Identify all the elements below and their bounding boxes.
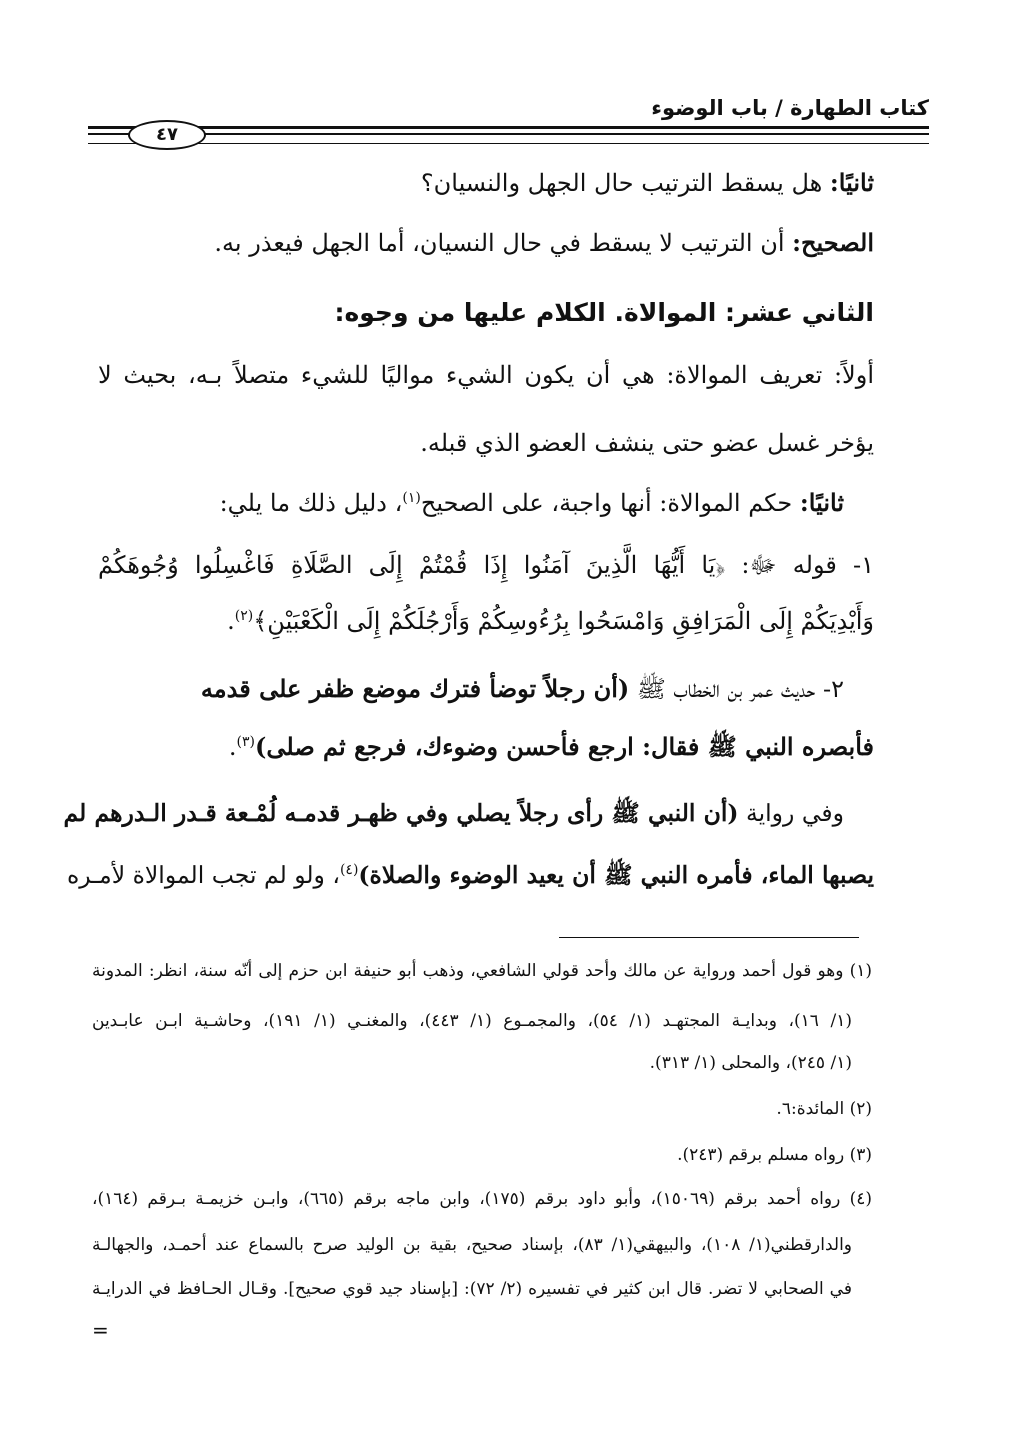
text-line: وفي رواية (أن النبي ﷺ رأى رجلاً يصلي وفي ظهـر قدمـه لُمْـعة قـدر الـدرهم لم	[63, 799, 844, 827]
hadith-text: (أن النبي ﷺ رأى رجلاً يصلي وفي ظهـر قدمـه لُمْـعة قـدر الـدرهم لم	[63, 799, 739, 827]
footnote-line: (٣) رواه مسلم برقم (٢٤٣).	[677, 1145, 872, 1165]
text-line: الصحيح: أن الترتيب لا يسقط في حال النسيان، أما الجهل فيعذر به.	[214, 228, 874, 257]
footnote-ref: (٤)	[339, 862, 359, 879]
footnote-line: (١) وهو قول أحمد ورواية عن مالك وأحد قولي الشافعي، وذهب أبو حنيفة ابن حزم إلى أنّه سنة، انظر: المدونة	[92, 961, 872, 981]
text-line: يؤخر غسل عضو حتى ينشف العضو الذي قبله.	[420, 429, 874, 457]
footnote-line: (١/ ١٦)، وبدايـة المجتهـد (١/ ٥٤)، والمجمـوع (١/ ٤٤٣)، والمغنـي (١/ ١٩١)، وحاشـية ابـن عابـدين	[92, 1011, 852, 1031]
text-line: يصبها الماء، فأمره النبي ﷺ أن يعيد الوضوء والصلاة)$^{(٤)}$، ولو لم تجب الموالاة لأمـره	[66, 861, 874, 889]
question-label: ثانيًا:	[829, 168, 874, 197]
text-line: أولاً: تعريف الموالاة: هي أن يكون الشيء مواليًا للشيء متصلاً بـه، بحيث لا	[98, 361, 874, 389]
text-line: ثانيًا: هل يسقط الترتيب حال الجهل والنسيان؟	[420, 168, 874, 197]
hadith-text: يصبها الماء، فأمره النبي ﷺ أن يعيد الوضوء والصلاة)	[358, 861, 874, 889]
text-line: ثانيًا: حكم الموالاة: أنها واجبة، على الصحيح$^{(١)}$، دليل ذلك ما يلي:	[219, 488, 844, 517]
footnote-ref: (٣)	[236, 734, 256, 750]
footnote-ref: (٢)	[234, 608, 254, 624]
footnote-line: (٤) رواه أحمد برقم (١٥٠٦٩)، وأبو داود برقم (١٧٥)، وابن ماجه برقم (٦٦٥)، وابـن خزيمـة بـرقم (١٦٤)،	[92, 1189, 872, 1209]
answer-label: الصحيح:	[792, 228, 874, 257]
footnote-ref: (١)	[402, 490, 421, 506]
hadith-text: (أن رجلاً توضأ فترك موضع ظفر على قدمه	[200, 674, 630, 703]
footnote-line: (٢) المائدة:٦.	[776, 1099, 872, 1119]
quran-verse-line: وَأَيْدِيَكُمْ إِلَى الْمَرَافِقِ وَامْسَحُوا بِرُءُوسِكُمْ وَأَرْجُلَكُمْ إِلَى الْكَعْبَيْنِ﴾$^{(٢)}$.	[227, 607, 874, 635]
text-line: فأبصره النبي ﷺ فقال: ارجع فأحسن وضوءك، فرجع ثم صلى)$^{(٣)}$.	[228, 732, 874, 761]
header-rule	[88, 126, 929, 144]
text-line: ٢- حديث عمر بن الخطاب ﷺ (أن رجلاً توضأ فترك موضع ظفر على قدمه	[200, 674, 844, 703]
footnote-line: (١/ ٢٤٥)، والمحلى (١/ ٣١٣).	[649, 1053, 852, 1073]
quran-verse-line: ١- قوله ﷻ: ﴿يَا أَيُّهَا الَّذِينَ آمَنُوا إِذَا قُمْتُمْ إِلَى الصَّلَاةِ فَاغْسِلُوا وُجُوهَكُمْ	[98, 551, 874, 579]
footnote-line: والدارقطني(١/ ١٠٨)، والبيهقي(١/ ٨٣)، بإسناد صحيح، بقية بن الوليد صرح بالسماع عند أحمـد، والجهالـة	[92, 1235, 853, 1255]
footnote-separator	[559, 937, 859, 938]
continuation-mark: =	[92, 1318, 109, 1342]
section-heading: الثاني عشر: الموالاة. الكلام عليها من وجوه:	[334, 298, 874, 327]
running-title: كتاب الطهارة / باب الوضوء	[651, 96, 929, 120]
hadith-text: فأبصره النبي ﷺ فقال: ارجع فأحسن وضوءك، فرجع ثم صلى)	[255, 732, 874, 761]
page-number: ٤٧	[128, 120, 206, 150]
footnote-line: في الصحابي لا تضر. قال ابن كثير في تفسيره (٢/ ٧٢): [بإسناد جيد قوي صحيح]. وقـال الحـافظ في الدرايـة	[92, 1279, 852, 1299]
